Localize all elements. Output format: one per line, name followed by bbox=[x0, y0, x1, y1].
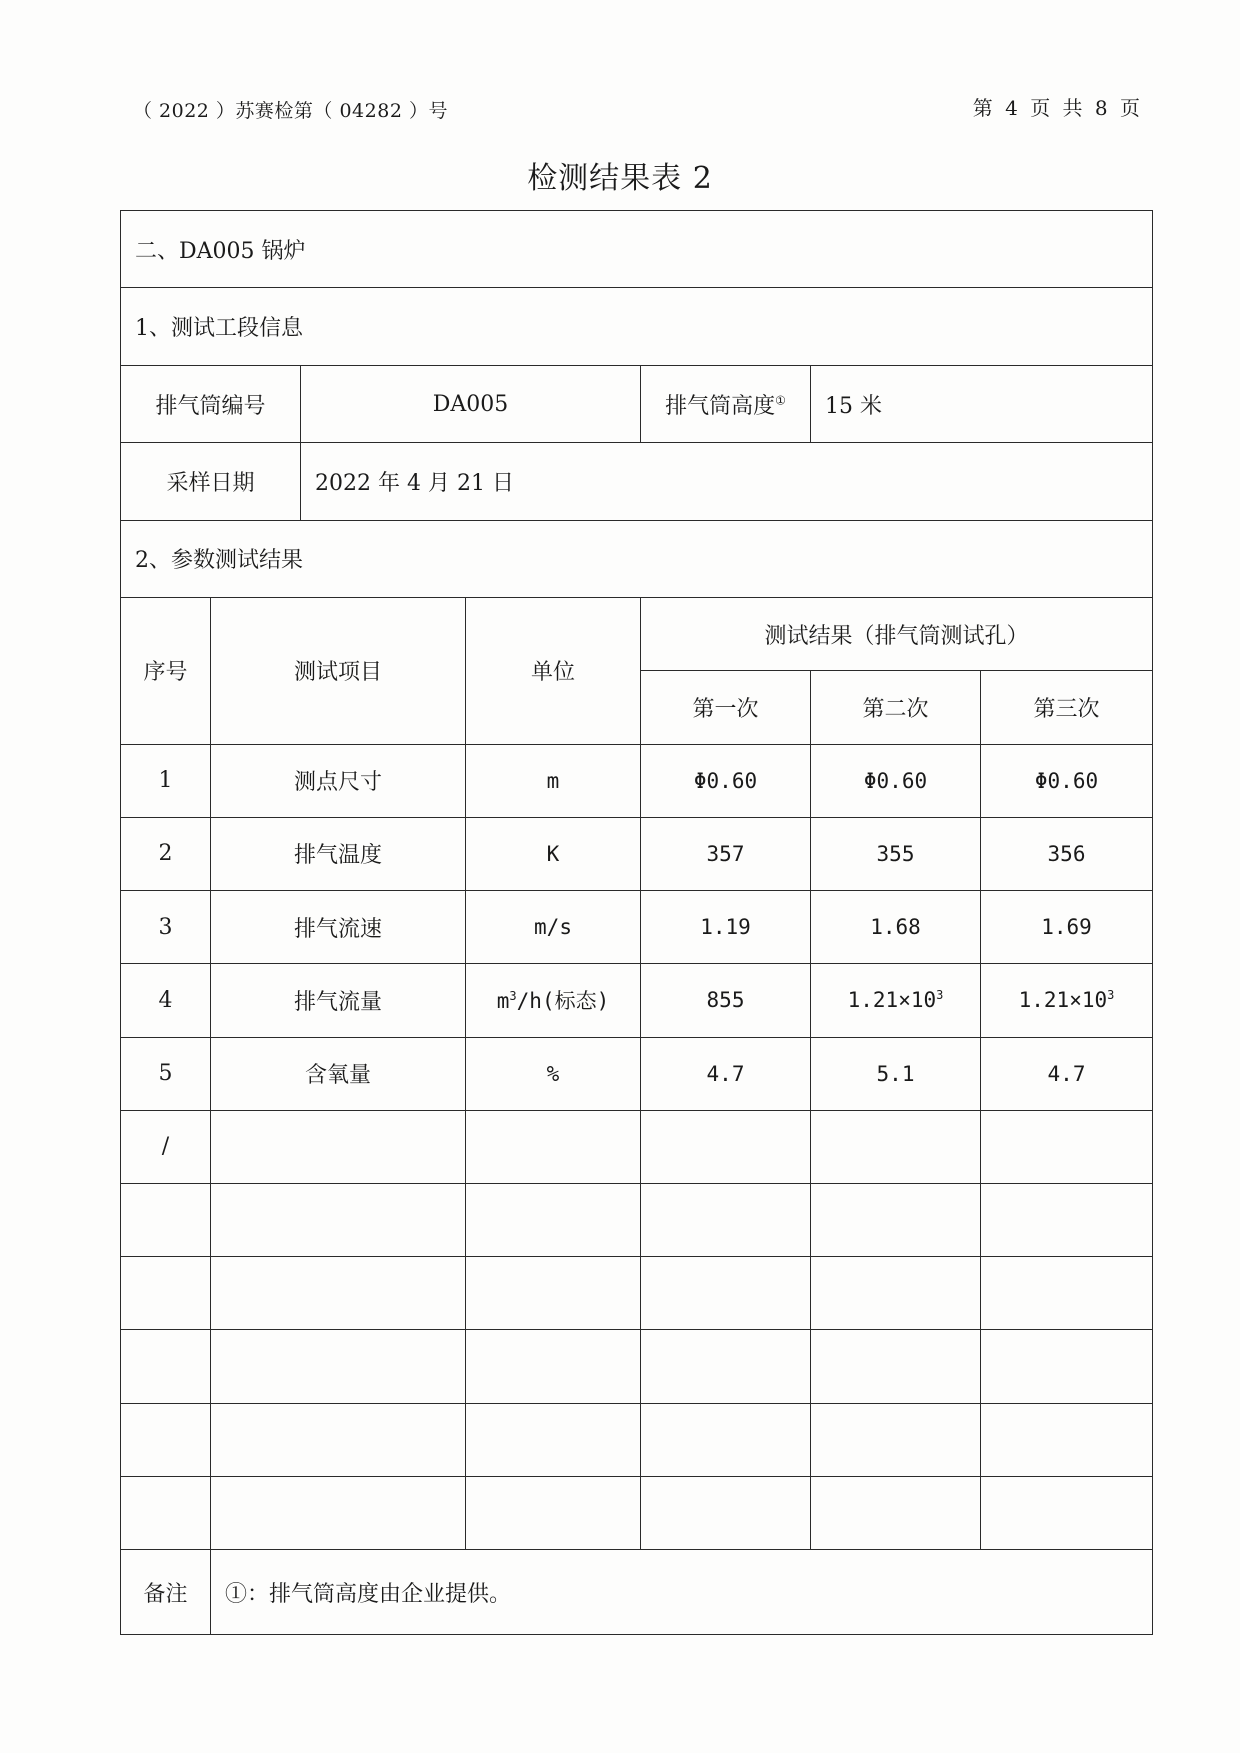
row-seq: 3 bbox=[121, 891, 211, 964]
row-item: 排气流量 bbox=[211, 964, 466, 1037]
col-header-seq: 序号 bbox=[121, 598, 211, 744]
table-row bbox=[121, 891, 1153, 964]
row-run1: Φ0.60 bbox=[641, 744, 811, 817]
row-unit: $m^3/h$(标态) bbox=[466, 964, 641, 1037]
stack-no-value: DA005 bbox=[301, 365, 641, 442]
row-unit: m bbox=[466, 744, 641, 817]
remark-label: 备注 bbox=[121, 1550, 211, 1635]
col-header-result: 测试结果（排气筒测试孔） bbox=[641, 598, 1153, 671]
section-test-info: 1、测试工段信息 bbox=[121, 288, 1153, 365]
page-title: 检测结果表 2 bbox=[527, 161, 713, 196]
page-number: 第 4 页 共 8 页 bbox=[972, 96, 1143, 120]
table-header-row bbox=[121, 598, 1153, 671]
section-title-boiler: 二、DA005 锅炉 bbox=[121, 211, 1153, 288]
col-header-run1: 第一次 bbox=[641, 671, 811, 744]
row-run1 bbox=[641, 1110, 811, 1183]
row-seq: 2 bbox=[121, 817, 211, 890]
stack-height-label: 排气筒高度① bbox=[641, 365, 811, 442]
row-run1: 855 bbox=[641, 964, 811, 1037]
info-row-date bbox=[121, 443, 1153, 520]
row-item: 排气温度 bbox=[211, 817, 466, 890]
row-run3: 4.7 bbox=[981, 1037, 1153, 1110]
stack-no-label: 排气筒编号 bbox=[121, 365, 301, 442]
col-header-run2: 第二次 bbox=[811, 671, 981, 744]
row-item bbox=[211, 1110, 466, 1183]
row-run2: Φ0.60 bbox=[811, 744, 981, 817]
empty-row bbox=[121, 1476, 1153, 1549]
section-param-results: 2、参数测试结果 bbox=[121, 520, 1153, 597]
row-run1: 1.19 bbox=[641, 891, 811, 964]
row-seq: / bbox=[121, 1110, 211, 1183]
info-row-stack bbox=[121, 365, 1153, 442]
report-number: （ 2022 ）苏赛检第（ 04282 ）号 bbox=[133, 100, 448, 122]
row-run2 bbox=[811, 1110, 981, 1183]
row-run3: 1.69 bbox=[981, 891, 1153, 964]
row-seq: 5 bbox=[121, 1037, 211, 1110]
row-item: 测点尺寸 bbox=[211, 744, 466, 817]
empty-row bbox=[121, 1183, 1153, 1256]
stack-height-value: 15 米 bbox=[811, 365, 1153, 442]
row-run1: 357 bbox=[641, 817, 811, 890]
sampling-date-value: 2022 年 4 月 21 日 bbox=[301, 443, 1153, 520]
section-row bbox=[121, 288, 1153, 365]
table-row bbox=[121, 744, 1153, 817]
sampling-date-label: 采样日期 bbox=[121, 443, 301, 520]
row-unit: % bbox=[466, 1037, 641, 1110]
section-row bbox=[121, 211, 1153, 288]
section-row bbox=[121, 520, 1153, 597]
table-row bbox=[121, 817, 1153, 890]
table-row bbox=[121, 1110, 1153, 1183]
remark-row bbox=[121, 1550, 1153, 1635]
row-run3: Φ0.60 bbox=[981, 744, 1153, 817]
col-header-item: 测试项目 bbox=[211, 598, 466, 744]
table-row bbox=[121, 1037, 1153, 1110]
row-run3: $1.21\times 10^3$ bbox=[981, 964, 1153, 1037]
remark-text: ①：排气筒高度由企业提供。 bbox=[211, 1550, 1153, 1635]
row-seq: 1 bbox=[121, 744, 211, 817]
table-row bbox=[121, 964, 1153, 1037]
col-header-unit: 单位 bbox=[466, 598, 641, 744]
empty-row bbox=[121, 1403, 1153, 1476]
row-run1: 4.7 bbox=[641, 1037, 811, 1110]
footnote-marker: ① bbox=[775, 393, 786, 408]
row-seq: 4 bbox=[121, 964, 211, 1037]
row-unit bbox=[466, 1110, 641, 1183]
row-run3 bbox=[981, 1110, 1153, 1183]
row-run2: $1.21\times 10^3$ bbox=[811, 964, 981, 1037]
row-item: 排气流速 bbox=[211, 891, 466, 964]
results-form bbox=[120, 210, 1152, 1635]
row-item: 含氧量 bbox=[211, 1037, 466, 1110]
row-run2: 1.68 bbox=[811, 891, 981, 964]
empty-row bbox=[121, 1330, 1153, 1403]
results-table bbox=[120, 210, 1153, 1635]
col-header-run3: 第三次 bbox=[981, 671, 1153, 744]
row-run3: 356 bbox=[981, 817, 1153, 890]
row-unit: K bbox=[466, 817, 641, 890]
row-run2: 5.1 bbox=[811, 1037, 981, 1110]
row-run2: 355 bbox=[811, 817, 981, 890]
empty-row bbox=[121, 1257, 1153, 1330]
row-unit: m/s bbox=[466, 891, 641, 964]
